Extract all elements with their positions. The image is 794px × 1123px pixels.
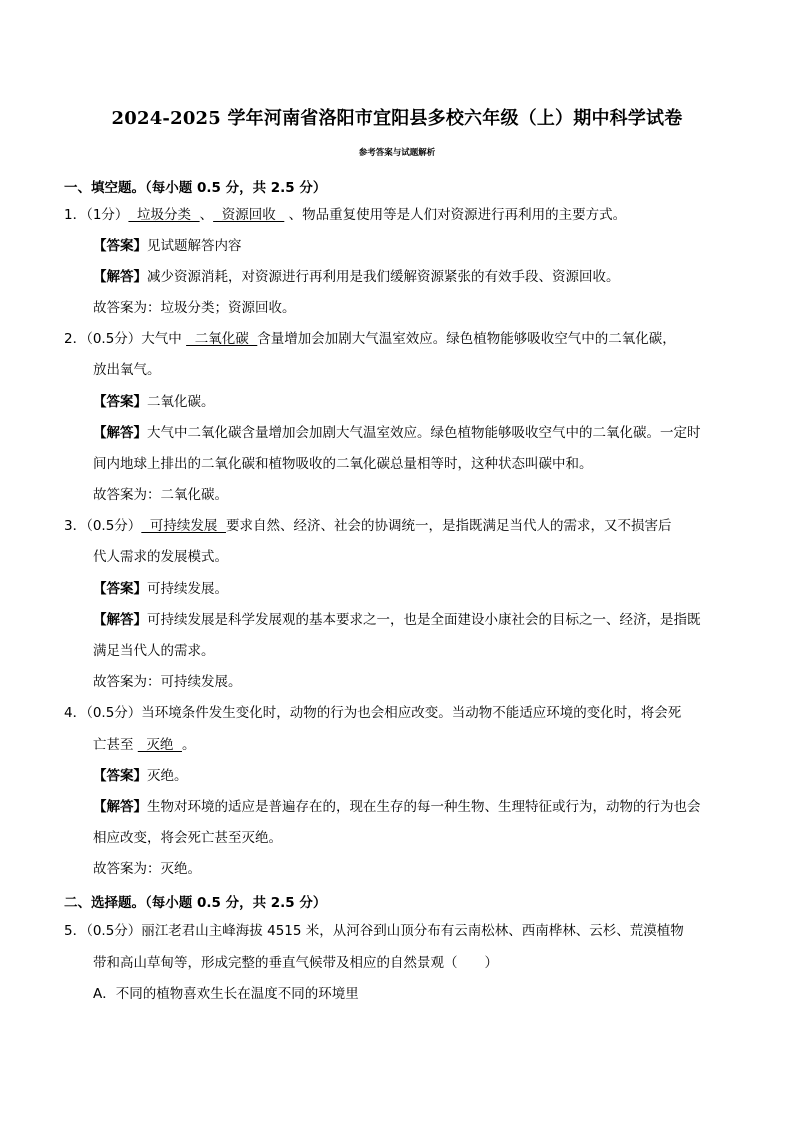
question-4-line-2-start: 亡甚至 xyxy=(93,737,138,753)
analysis-text: 生物对环境的适应是普遍存在的，现在生存的每一种生物、生理特征或行为，动物的行为也会 xyxy=(147,799,701,815)
answer-text: 二氧化碳。 xyxy=(147,394,215,410)
question-3-analysis xyxy=(93,611,701,629)
analysis-label: 【解答】 xyxy=(93,425,147,441)
answer-text: 可持续发展。 xyxy=(147,581,228,597)
question-2-answer xyxy=(93,393,215,411)
question-3 xyxy=(64,517,671,535)
question-1-prefix: 1．（1分） xyxy=(64,207,129,223)
question-4-analysis xyxy=(93,798,701,816)
question-2 xyxy=(64,330,676,348)
question-2-analysis xyxy=(93,424,701,442)
question-2-final: 故答案为：二氧化碳。 xyxy=(93,487,228,503)
question-1-final: 故答案为：垃圾分类；资源回收。 xyxy=(93,300,296,316)
question-3-prefix: 3．（0.5分） xyxy=(64,518,142,534)
question-3-text: 要求自然、经济、社会的协调统一，是指既满足当代人的需求，又不损害后 xyxy=(225,518,672,534)
question-3-blank-1: 可持续发展 xyxy=(141,518,226,534)
question-2-prefix: 2．（0.5分）大气中 xyxy=(64,331,187,347)
analysis-text: 可持续发展是科学发展观的基本要求之一，也是全面建设小康社会的目标之一、经济，是指既 xyxy=(147,612,701,628)
question-1-blank-2: 资源回收 xyxy=(213,207,285,223)
page-title: 2024-2025 学年河南省洛阳市宜阳县多校六年级（上）期中科学试卷 xyxy=(111,108,683,129)
question-4-blank-1: 灭绝 xyxy=(137,737,182,753)
question-5-line-2: 带和高山草甸等，形成完整的垂直气候带及相应的自然景观（ ） xyxy=(93,955,498,971)
question-3-line-2: 代人需求的发展模式。 xyxy=(93,549,228,565)
question-3-final: 故答案为：可持续发展。 xyxy=(93,674,242,690)
question-2-analysis-line-2: 间内地球上排出的二氧化碳和植物吸收的二氧化碳总量相等时，这种状态叫碳中和。 xyxy=(93,456,593,472)
question-4: 4．（0.5分）当环境条件发生变化时，动物的行为也会相应改变。当动物不能适应环境的变化时，将会死 xyxy=(64,705,682,721)
question-1-separator: 、 xyxy=(199,207,214,223)
question-5: 5．（0.5分）丽江老君山主峰海拔 4515 米，从河谷到山顶分布有云南松林、西南桦林、云杉、荒漠植物 xyxy=(64,923,684,939)
question-2-blank-1: 二氧化碳 xyxy=(186,331,258,347)
analysis-label: 【解答】 xyxy=(93,612,147,628)
question-1-answer xyxy=(93,237,242,255)
answer-label: 【答案】 xyxy=(93,238,147,254)
page-subtitle: 参考答案与试题解析 xyxy=(358,148,436,158)
answer-text: 灭绝。 xyxy=(147,768,188,784)
section-heading-choice: 二、选择题。（每小题 0.5 分，共 2.5 分） xyxy=(64,895,327,911)
question-5-option-a: A．不同的植物喜欢生长在温度不同的环境里 xyxy=(93,986,359,1002)
question-3-analysis-line-2: 满足当代人的需求。 xyxy=(93,643,215,659)
analysis-label: 【解答】 xyxy=(93,269,147,285)
answer-label: 【答案】 xyxy=(93,768,147,784)
analysis-text: 大气中二氧化碳含量增加会加剧大气温室效应。绿色植物能够吸收空气中的二氧化碳。一定时 xyxy=(147,425,701,441)
question-1-text: 、物品重复使用等是人们对资源进行再利用的主要方式。 xyxy=(284,207,627,223)
analysis-text: 减少资源消耗，对资源进行再利用是我们缓解资源紧张的有效手段、资源回收。 xyxy=(147,269,620,285)
question-4-line-2 xyxy=(93,736,195,754)
answer-label: 【答案】 xyxy=(93,581,147,597)
analysis-label: 【解答】 xyxy=(93,799,147,815)
question-4-answer xyxy=(93,767,188,785)
question-4-final: 故答案为：灭绝。 xyxy=(93,861,201,877)
question-2-line-2: 放出氧气。 xyxy=(93,362,161,378)
question-2-text: 含量增加会加剧大气温室效应。绿色植物能够吸收空气中的二氧化碳， xyxy=(257,331,676,347)
section-heading-fill-in: 一、填空题。（每小题 0.5 分，共 2.5 分） xyxy=(64,180,327,196)
answer-text: 见试题解答内容 xyxy=(147,238,242,254)
question-4-analysis-line-2: 相应改变，将会死亡甚至灭绝。 xyxy=(93,830,282,846)
question-3-answer xyxy=(93,580,228,598)
question-4-line-2-end: 。 xyxy=(181,737,196,753)
answer-label: 【答案】 xyxy=(93,394,147,410)
question-1-blank-1: 垃圾分类 xyxy=(128,207,200,223)
question-1 xyxy=(64,206,626,224)
question-1-analysis xyxy=(93,268,620,286)
